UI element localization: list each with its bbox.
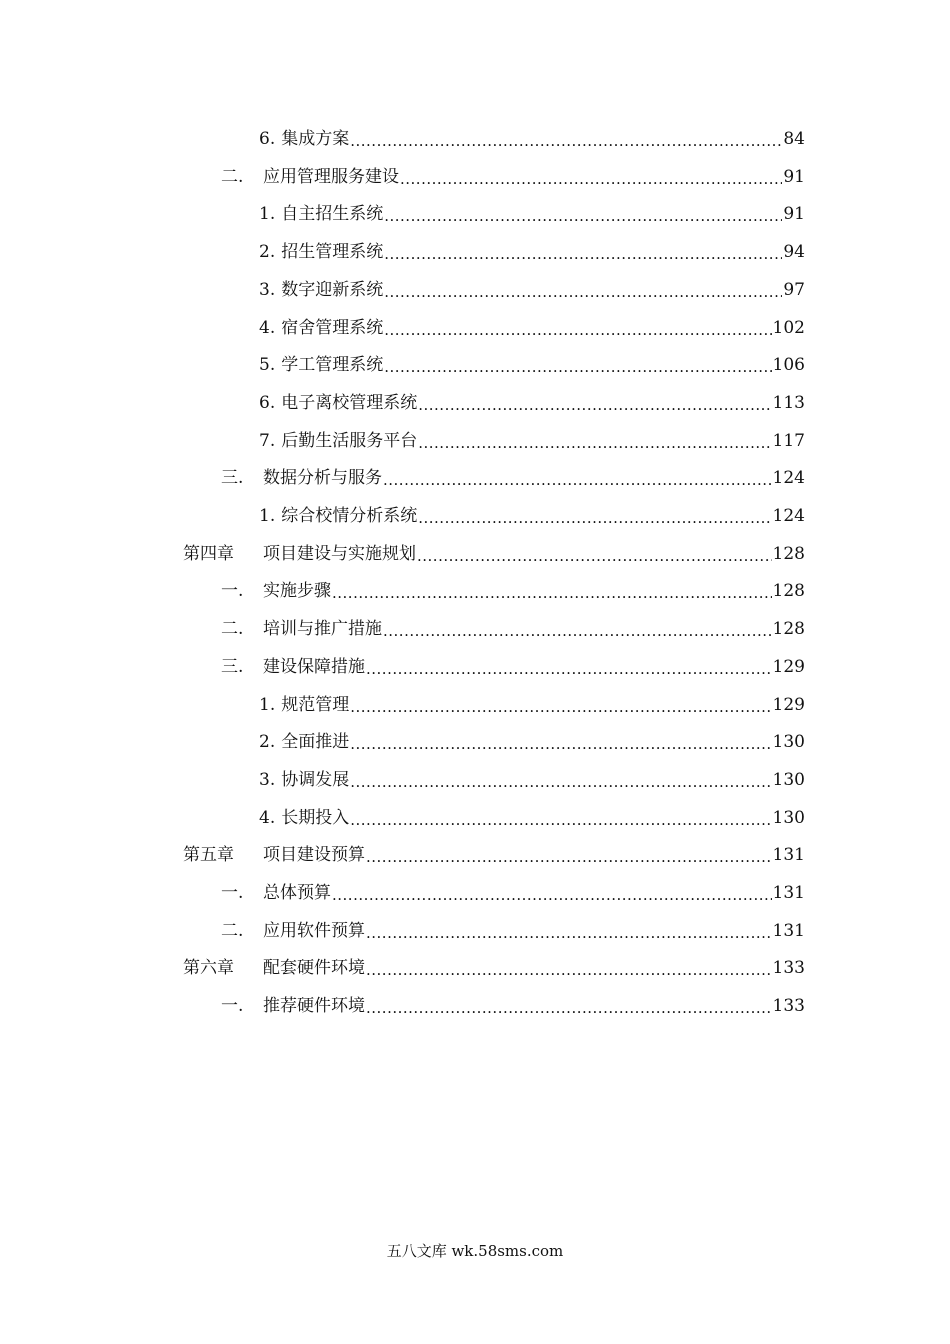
toc-entry-page-number: 102 [772,317,805,338]
toc-entry-number: 一. [221,996,244,1017]
toc-entry-title: 规范管理 [281,694,350,715]
toc-entry-title: 应用软件预算 [263,920,365,941]
toc-entry[interactable] [259,275,805,305]
toc-entry-page-number: 113 [772,392,805,413]
toc-dot-leader [366,995,772,1021]
toc-entry[interactable] [221,991,805,1021]
toc-entry-title: 培训与推广措施 [263,619,382,640]
toc-entry-number: 3. [259,769,276,790]
toc-entry-page-number: 131 [772,920,805,941]
toc-entry[interactable] [259,690,805,720]
toc-entry[interactable] [259,313,805,343]
toc-entry[interactable] [221,878,805,908]
toc-dot-leader [418,430,771,456]
toc-entry-title: 电子离校管理系统 [281,392,418,413]
toc-entry-title: 协调发展 [281,769,350,790]
toc-entry-page-number: 131 [772,845,805,866]
toc-entry-title: 学工管理系统 [281,355,384,376]
toc-dot-leader [350,694,771,720]
toc-dot-leader [332,580,772,606]
toc-entry-page-number: 124 [772,506,805,526]
toc-entry[interactable] [183,840,805,870]
toc-entry-number: 二. [221,619,244,640]
toc-entry[interactable] [259,199,805,229]
toc-entry-number: 2. [259,242,276,263]
toc-entry-page-number: 133 [772,958,805,979]
toc-dot-leader [384,354,771,380]
toc-entry-number: 3. [259,279,276,300]
toc-dot-leader [366,920,772,946]
toc-entry-page-number: 84 [783,129,805,149]
toc-entry-page-number: 128 [772,543,805,564]
toc-entry[interactable] [259,501,805,531]
toc-entry-page-number: 106 [772,355,805,376]
toc-entry-number: 二. [221,920,244,941]
toc-dot-leader [384,241,782,267]
toc-entry-title: 实施步骤 [263,581,331,602]
toc-dot-leader [332,882,772,908]
toc-dot-leader [384,317,771,343]
toc-entry[interactable] [259,765,805,795]
toc-entry-page-number: 131 [772,883,805,903]
toc-entry[interactable] [259,388,805,418]
toc-entry-number: 4. [259,807,276,828]
toc-entry-page-number: 91 [783,166,805,187]
toc-entry-number: 三. [221,468,244,489]
toc-entry[interactable] [221,162,805,192]
toc-entry-page-number: 128 [772,581,805,602]
toc-entry-number: 1. [259,506,276,526]
toc-entry-page-number: 94 [783,242,805,263]
toc-entry-title: 后勤生活服务平台 [281,430,418,451]
toc-entry-number: 第五章 [183,845,234,866]
toc-entry-number: 一. [221,581,244,602]
toc-entry[interactable] [259,350,805,380]
toc-entry-page-number: 130 [772,807,805,828]
toc-entry-title: 招生管理系统 [281,242,384,263]
toc-entry-page-number: 117 [772,430,805,451]
toc-dot-leader [400,166,782,192]
toc-entry-title: 集成方案 [281,129,350,149]
toc-dot-leader [383,618,772,644]
toc-entry-title: 推荐硬件环境 [263,996,365,1017]
toc-entry-page-number: 128 [772,619,805,640]
toc-entry[interactable] [221,614,805,644]
toc-entry-page-number: 133 [772,996,805,1017]
toc-entry-page-number: 97 [783,279,805,300]
toc-dot-leader [366,656,772,682]
toc-entry[interactable] [259,124,805,154]
toc-entry-number: 1. [259,204,276,225]
toc-dot-leader [366,957,772,983]
toc-dot-leader [384,203,782,229]
toc-entry-page-number: 129 [772,656,805,677]
toc-entry[interactable] [183,539,805,569]
toc-entry-number: 第四章 [183,543,234,564]
toc-entry[interactable] [221,916,805,946]
toc-entry-number: 第六章 [183,958,234,979]
toc-entry[interactable] [259,237,805,267]
toc-dot-leader [350,769,771,795]
toc-entry-page-number: 124 [772,468,805,489]
toc-dot-leader [350,807,771,833]
toc-entry[interactable] [259,803,805,833]
toc-entry-title: 长期投入 [281,807,350,828]
toc-entry-title: 全面推进 [281,732,350,753]
toc-entry-number: 4. [259,317,276,338]
toc-entry[interactable] [259,727,805,757]
toc-entry-number: 一. [221,883,244,903]
toc-entry[interactable] [221,652,805,682]
toc-entry-number: 二. [221,166,244,187]
toc-entry-title: 项目建设与实施规划 [263,543,416,564]
toc-dot-leader [383,467,772,493]
toc-entry-title: 总体预算 [263,883,331,903]
toc-entry-title: 建设保障措施 [263,656,365,677]
toc-entry-page-number: 91 [783,204,805,225]
toc-dot-leader [418,392,771,418]
toc-entry-page-number: 129 [772,694,805,715]
toc-dot-leader [366,844,772,870]
toc-entry-title: 配套硬件环境 [263,958,365,979]
toc-dot-leader [384,279,782,305]
toc-entry-number: 5. [259,355,276,376]
toc-entry[interactable] [221,463,805,493]
toc-entry-page-number: 130 [772,732,805,753]
toc-entry-page-number: 130 [772,769,805,790]
toc-entry-title: 数据分析与服务 [263,468,382,489]
toc-entry-title: 项目建设预算 [263,845,365,866]
toc-entry[interactable] [259,426,805,456]
toc-dot-leader [417,543,772,569]
page-footer: 五八文库 wk.58sms.com [386,1242,564,1260]
toc-entry-title: 自主招生系统 [281,204,384,225]
toc-dot-leader [418,505,771,531]
toc-entry-number: 7. [259,430,276,451]
toc-entry-title: 综合校情分析系统 [281,506,418,526]
toc-entry-number: 三. [221,656,244,677]
toc-entry-number: 6. [259,392,276,413]
toc-entry-number: 6. [259,129,276,149]
toc-entry-title: 数字迎新系统 [281,279,384,300]
toc-entry-title: 应用管理服务建设 [263,166,399,187]
toc-entry-number: 1. [259,694,276,715]
toc-entry-number: 2. [259,732,276,753]
toc-dot-leader [350,128,782,154]
toc-entry[interactable] [183,953,805,983]
toc-entry[interactable] [221,576,805,606]
toc-dot-leader [350,731,771,757]
toc-entry-title: 宿舍管理系统 [281,317,384,338]
